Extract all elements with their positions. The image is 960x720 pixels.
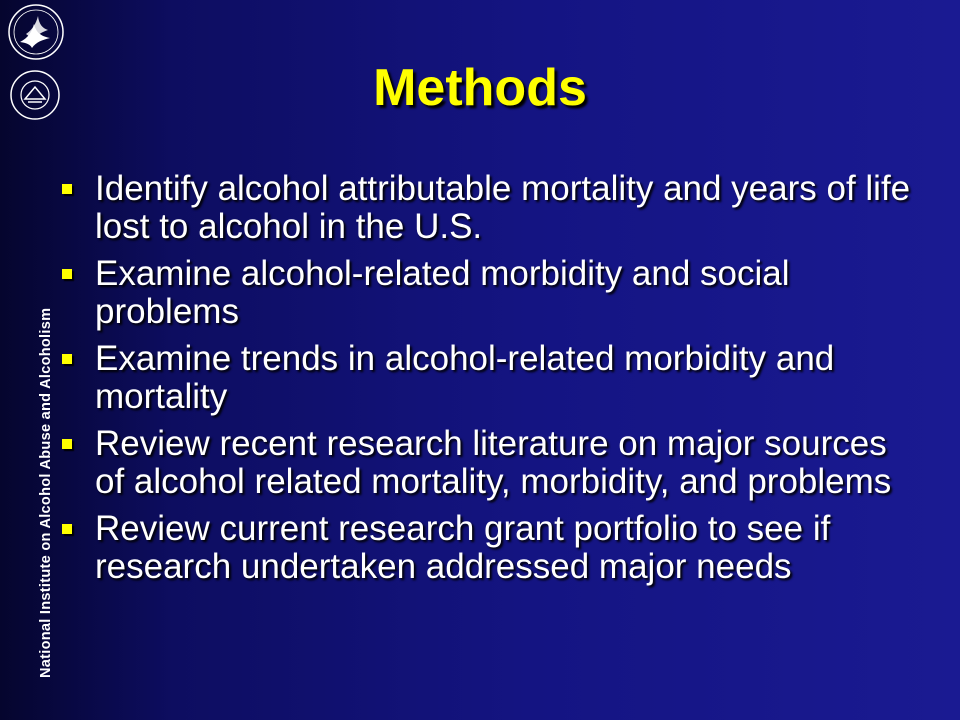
bullet-item — [62, 340, 922, 416]
bullet-text: Examine alcohol-related morbidity and social problems — [95, 254, 790, 331]
bullet-text: Identify alcohol attributable mortality and years of life lost to alcohol in the U.S. — [95, 169, 911, 246]
bullet-item — [62, 425, 922, 501]
bullet-list — [62, 170, 922, 595]
square-bullet-icon — [62, 269, 72, 279]
square-bullet-icon — [62, 439, 72, 449]
hhs-seal-icon — [6, 2, 66, 62]
square-bullet-icon — [62, 354, 72, 364]
slide-title: Methods — [373, 59, 587, 117]
square-bullet-icon — [62, 184, 72, 194]
bullet-text: Review current research grant portfolio to see if research undertaken addressed major needs — [95, 509, 831, 586]
square-bullet-icon — [62, 524, 72, 534]
bullet-item — [62, 510, 922, 586]
bullet-item — [62, 170, 922, 246]
bullet-item — [62, 255, 922, 331]
organization-name: National Institute on Alcohol Abuse and Alcoholism — [38, 307, 54, 678]
bullet-text: Examine trends in alcohol-related morbidity and mortality — [95, 339, 835, 416]
bullet-text: Review recent research literature on major sources of alcohol related mortality, morbidity, and problems — [95, 424, 892, 501]
